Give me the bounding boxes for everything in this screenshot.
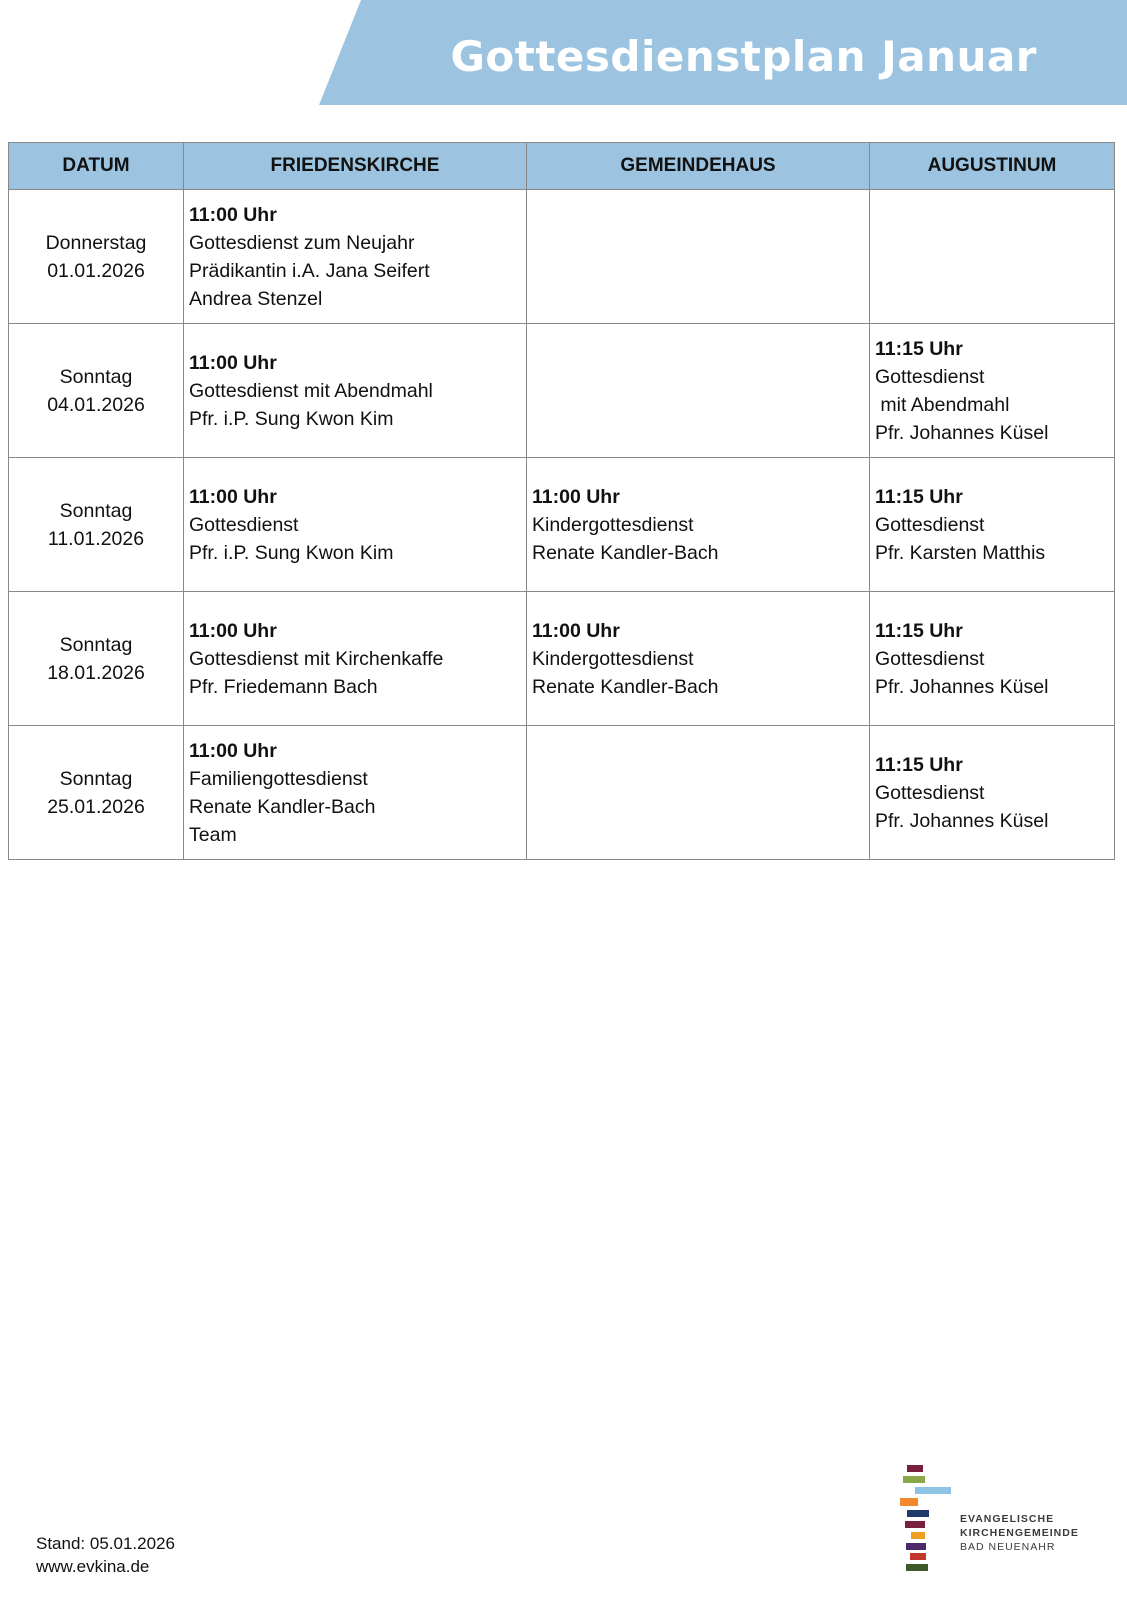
logo-line-2: KIRCHENGEMEINDE: [960, 1527, 1079, 1539]
service-detail: Pfr. Karsten Matthis: [875, 541, 1046, 564]
date: 01.01.2026: [47, 259, 145, 282]
service-time: 11:00 Uhr: [189, 203, 277, 226]
service-cell-friedenskirche: [184, 190, 527, 324]
service-time: 11:00 Uhr: [189, 485, 277, 508]
service-time: 11:00 Uhr: [189, 619, 277, 642]
date-cell: [9, 592, 184, 726]
service-detail: Gottesdienst: [875, 647, 985, 670]
service-detail: Renate Kandler-Bach: [532, 541, 719, 564]
date: 04.01.2026: [47, 393, 145, 416]
date-cell: [9, 324, 184, 458]
service-cell-augustinum: [870, 592, 1115, 726]
service-cell-gemeindehaus: [527, 190, 870, 324]
service-detail: Gottesdienst: [189, 513, 299, 536]
logo-line-1: EVANGELISCHE: [960, 1513, 1055, 1525]
website-link[interactable]: www.evkina.de: [36, 1557, 150, 1576]
service-cell-gemeindehaus: [527, 592, 870, 726]
column-header-gemeindehaus: GEMEINDEHAUS: [527, 143, 870, 190]
service-time: 11:15 Uhr: [875, 753, 963, 776]
table-row: [9, 324, 1115, 458]
service-detail: Gottesdienst zum Neujahr: [189, 231, 415, 254]
service-cell-gemeindehaus: [527, 458, 870, 592]
weekday: Sonntag: [59, 633, 133, 656]
service-detail: Gottesdienst: [875, 365, 985, 388]
service-detail: Pfr. i.P. Sung Kwon Kim: [189, 407, 394, 430]
table-row: [9, 458, 1115, 592]
service-cell-gemeindehaus: [527, 726, 870, 860]
date: 25.01.2026: [47, 795, 145, 818]
service-time: 11:15 Uhr: [875, 337, 963, 360]
service-detail: Andrea Stenzel: [189, 287, 323, 310]
table-header-row: [9, 143, 1115, 190]
service-time: 11:00 Uhr: [189, 739, 277, 762]
service-cell-friedenskirche: [184, 458, 527, 592]
page-title: Gottesdienstplan Januar: [450, 32, 1037, 81]
service-schedule-table: [8, 142, 1115, 860]
date: 18.01.2026: [47, 661, 145, 684]
date: 11.01.2026: [47, 527, 145, 550]
service-detail: Pfr. Johannes Küsel: [875, 675, 1049, 698]
logo-line-3: BAD NEUENAHR: [960, 1541, 1056, 1553]
service-detail: Prädikantin i.A. Jana Seifert: [189, 259, 430, 282]
weekday: Donnerstag: [45, 231, 147, 254]
service-detail: Gottesdienst: [875, 513, 985, 536]
weekday: Sonntag: [59, 767, 133, 790]
table-row: [9, 726, 1115, 860]
service-time: 11:00 Uhr: [532, 619, 620, 642]
service-cell-friedenskirche: [184, 592, 527, 726]
service-detail: Team: [189, 823, 237, 846]
service-cell-friedenskirche: [184, 726, 527, 860]
service-time: 11:00 Uhr: [189, 351, 277, 374]
service-detail: Gottesdienst mit Kirchenkaffe: [189, 647, 444, 670]
service-detail: Pfr. i.P. Sung Kwon Kim: [189, 541, 394, 564]
service-cell-augustinum: [870, 190, 1115, 324]
schedule-rows: [9, 190, 1115, 860]
service-detail: Pfr. Johannes Küsel: [875, 809, 1049, 832]
service-detail: Pfr. Friedemann Bach: [189, 675, 378, 698]
service-detail: Kindergottesdienst: [532, 513, 694, 536]
service-cell-augustinum: [870, 726, 1115, 860]
service-time: 11:15 Uhr: [875, 485, 963, 508]
weekday: Sonntag: [59, 365, 133, 388]
service-time: 11:15 Uhr: [875, 619, 963, 642]
service-cell-friedenskirche: [184, 324, 527, 458]
column-header-datum: DATUM: [9, 143, 184, 190]
stand-date: Stand: 05.01.2026: [36, 1534, 175, 1553]
service-detail: Renate Kandler-Bach: [189, 795, 376, 818]
date-cell: [9, 458, 184, 592]
service-detail: Gottesdienst mit Abendmahl: [189, 379, 433, 402]
service-detail: Gottesdienst: [875, 781, 985, 804]
service-cell-augustinum: [870, 324, 1115, 458]
service-detail: mit Abendmahl: [875, 393, 1010, 416]
service-detail: Kindergottesdienst: [532, 647, 694, 670]
date-cell: [9, 190, 184, 324]
service-detail: Pfr. Johannes Küsel: [875, 421, 1049, 444]
service-detail: Familiengottesdienst: [189, 767, 368, 790]
date-cell: [9, 726, 184, 860]
service-cell-gemeindehaus: [527, 324, 870, 458]
service-time: 11:00 Uhr: [532, 485, 620, 508]
table-row: [9, 592, 1115, 726]
service-detail: Renate Kandler-Bach: [532, 675, 719, 698]
column-header-friedenskirche: FRIEDENSKIRCHE: [184, 143, 527, 190]
table-row: [9, 190, 1115, 324]
column-header-augustinum: AUGUSTINUM: [870, 143, 1115, 190]
service-cell-augustinum: [870, 458, 1115, 592]
weekday: Sonntag: [59, 499, 133, 522]
